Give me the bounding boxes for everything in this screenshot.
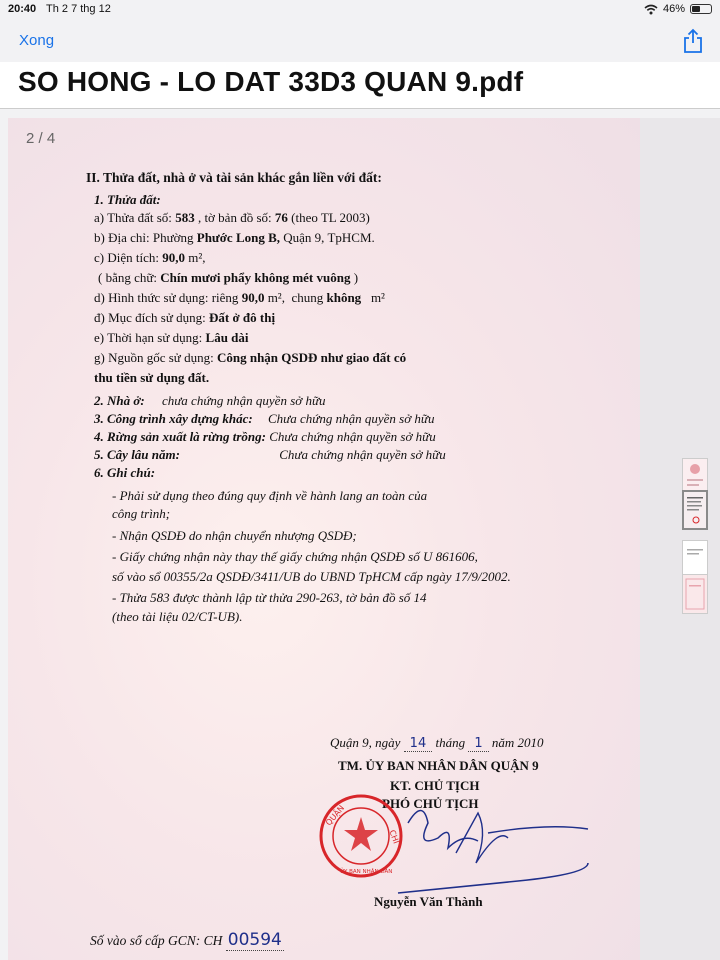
thumbnail-preview-icon <box>683 575 707 613</box>
status-date: Th 2 7 thg 12 <box>46 3 111 15</box>
parcel-line <box>94 210 370 226</box>
area-words-open: ( bằng chữ: <box>98 270 158 285</box>
thumbnail-page-4[interactable] <box>682 574 708 614</box>
private-unit: m², <box>267 290 285 305</box>
section-heading: II. Thửa đất, nhà ở và tài sản khác gắn liền với đất: <box>86 170 382 185</box>
shared-label: chung <box>291 290 324 305</box>
map-source: (theo TL 2003) <box>291 210 370 225</box>
area-unit: m², <box>188 250 206 265</box>
issue-date-prefix: Quận 9, ngày <box>330 735 401 750</box>
note-1: - Phải sử dụng theo đúng quy định về hành lang an toàn của <box>112 488 428 503</box>
issue-date-line <box>330 735 544 751</box>
issue-year: năm 2010 <box>491 735 544 750</box>
construction-label: 3. Công trình xây dựng khác: <box>94 411 253 426</box>
forest-value: Chưa chứng nhận quyền sở hữu <box>269 429 436 444</box>
forest-label: 4. Rừng sản xuất là rừng trồng: <box>94 429 266 444</box>
status-right <box>644 3 712 15</box>
term-label: e) Thời hạn sử dụng: <box>94 330 203 345</box>
map-label: , tờ bản đồ số: <box>197 210 272 225</box>
done-button[interactable]: Xong <box>19 32 55 49</box>
issue-month-label: tháng <box>435 735 466 750</box>
area-words-line <box>98 270 358 286</box>
battery-icon <box>690 4 712 14</box>
nav-bar <box>0 22 720 62</box>
on-behalf-chairman: KT. CHỦ TỊCH <box>390 778 480 793</box>
area-value: 90,0 <box>162 250 185 265</box>
purpose-line <box>94 310 275 326</box>
signature-icon <box>368 793 598 903</box>
perennial-line <box>94 447 446 463</box>
seal-text-bottom: ỦY BAN NHÂN DÂN <box>340 869 393 875</box>
document-title-bar <box>0 62 720 109</box>
wifi-icon <box>644 4 658 15</box>
note-4: - Thửa 583 được thành lập từ thửa 290-263, tờ bản đồ số 14 <box>112 590 427 605</box>
pdf-page[interactable] <box>8 118 640 960</box>
register-number: 00594 <box>227 930 282 950</box>
seal-text-right: CHÍ <box>387 828 401 845</box>
area-label: c) Diện tích: <box>94 250 159 265</box>
note-1-cont: công trình; <box>112 506 171 521</box>
document-title: SO HONG - LO DAT 33D3 QUAN 9.pdf <box>18 66 524 97</box>
private-area: 90,0 <box>241 290 265 305</box>
purpose-label: đ) Mục đích sử dụng: <box>94 310 206 325</box>
seal-text-top: QUẬN <box>324 803 347 828</box>
construction-value: Chưa chứng nhận quyền sở hữu <box>268 411 435 426</box>
note-4-cont: (theo tài liệu 02/CT-UB). <box>112 609 243 624</box>
term-line <box>94 330 249 346</box>
thumbnail-preview-icon <box>684 492 706 528</box>
signer-name: Nguyễn Văn Thành <box>374 894 483 909</box>
status-bar <box>0 0 720 22</box>
map-number: 76 <box>274 210 288 225</box>
area-words-close: ) <box>353 270 359 285</box>
area-words: Chín mươi phẩy không mét vuông <box>160 270 351 285</box>
usage-form-label: d) Hình thức sử dụng: riêng <box>94 290 239 305</box>
shared-value: không <box>326 290 362 305</box>
thumbnail-rail <box>640 118 720 960</box>
area-line <box>94 250 206 266</box>
register-label: Số vào sổ cấp GCN: CH <box>90 933 223 948</box>
house-line <box>94 393 326 409</box>
house-label: 2. Nhà ở: <box>94 393 145 408</box>
perennial-value: Chưa chứng nhận quyền sở hữu <box>279 447 446 462</box>
issuing-authority: TM. ỦY BAN NHÂN DÂN QUẬN 9 <box>338 758 539 773</box>
land-section-title: 1. Thửa đất: <box>94 192 161 207</box>
share-icon[interactable] <box>682 28 704 54</box>
house-value: chưa chứng nhận quyền sở hữu <box>161 393 326 408</box>
battery-percent: 46% <box>662 3 685 15</box>
origin-line <box>94 350 406 366</box>
term-value: Lâu dài <box>205 330 249 345</box>
forest-line <box>94 429 436 445</box>
note-2: - Nhận QSDĐ do nhận chuyển nhượng QSDĐ; <box>112 528 357 543</box>
construction-line <box>94 411 435 427</box>
battery-fill <box>692 6 700 12</box>
notes-label: 6. Ghi chú: <box>94 465 156 480</box>
note-3-cont: số vào sổ 00355/2a QSDĐ/3411/UB do UBND TpHCM cấp ngày 17/9/2002. <box>112 569 511 584</box>
usage-form-line <box>94 290 385 306</box>
origin-value-cont: thu tiền sử dụng đất. <box>94 370 210 385</box>
shared-unit: m² <box>370 290 385 305</box>
issue-month: 1 <box>468 736 488 752</box>
parcel-label: a) Thửa đất số: <box>94 210 172 225</box>
note-3: - Giấy chứng nhận này thay thế giấy chứng nhận QSDĐ số U 861606, <box>112 549 478 564</box>
page-indicator: 2 / 4 <box>26 130 56 147</box>
ward-name: Phước Long B, <box>196 230 281 245</box>
thumbnail-page-2[interactable] <box>682 490 708 530</box>
status-time: 20:40 <box>8 3 37 15</box>
perennial-label: 5. Cây lâu năm: <box>94 447 180 462</box>
purpose-value: Đất ở đô thị <box>209 310 276 325</box>
origin-label: g) Nguồn gốc sử dụng: <box>94 350 214 365</box>
address-label: b) Địa chỉ: Phường <box>94 230 194 245</box>
register-line <box>90 930 284 950</box>
district-city: Quận 9, TpHCM. <box>283 230 375 245</box>
deputy-chairman: PHÓ CHỦ TỊCH <box>382 796 479 811</box>
origin-value: Công nhận QSDĐ như giao đất có <box>216 350 407 365</box>
issue-day: 14 <box>404 736 433 752</box>
address-line <box>94 230 375 246</box>
parcel-number: 583 <box>175 210 195 225</box>
